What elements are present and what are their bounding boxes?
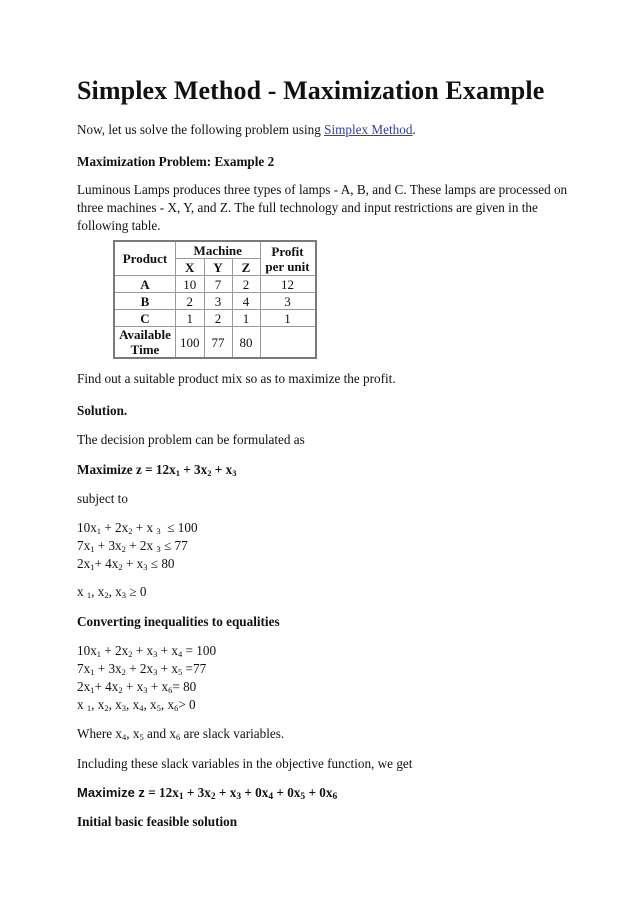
value-cell: 1 (176, 310, 205, 327)
available-label-line-1: Available (119, 327, 171, 342)
profit-cell: 1 (260, 310, 316, 327)
available-x-cell: 100 (176, 327, 205, 359)
constraint-3: $2x_1+ 4x_2 + x_3 \le 80$ (77, 556, 175, 572)
value-cell: 10 (176, 276, 205, 293)
available-z-cell: 80 (232, 327, 260, 359)
equality-2: $7x_1 + 3x_2 + 2x_3 + x_5 =77$ (77, 661, 207, 677)
intro-suffix: . (412, 122, 416, 137)
non-negativity: x $_1$, $x_2$, $x_3 \ge 0$ (77, 584, 147, 600)
value-cell: 3 (204, 293, 232, 310)
table-row (114, 276, 316, 293)
find-out-paragraph: Find out a suitable product mix so as to maximize the profit. (77, 371, 396, 386)
machine-header: Machine (176, 241, 261, 259)
problem-heading: Maximization Problem: Example 2 (77, 154, 275, 169)
profit-cell: 12 (260, 276, 316, 293)
equality-3: $2x_1+ 4x_2 + x_3 + x_6= 80$ (77, 679, 197, 695)
profit-cell: 3 (260, 293, 316, 310)
page-title: Simplex Method - Maximization Example (77, 76, 545, 105)
description-line-3: following table. (77, 218, 161, 233)
converting-heading: Converting inequalities to equalities (77, 614, 280, 629)
value-cell: 2 (176, 293, 205, 310)
machine-x-header: X (176, 259, 205, 276)
equality-1: $10x_1 + 2x_2 + x_3 + x_4 = 100$ (77, 643, 217, 659)
profit-header-line-1: Profit (271, 243, 304, 259)
machine-z-header: Z (232, 259, 260, 276)
solution-heading: Solution. (77, 403, 128, 418)
intro-paragraph (77, 121, 416, 139)
subject-to-label: subject to (77, 491, 128, 506)
including-note: Including these slack variables in the objective function, we get (77, 756, 413, 771)
value-cell: 1 (232, 310, 260, 327)
available-time-label (114, 327, 176, 359)
constraint-2: $7x_1 + 3x_2 + 2x$ $_3$ ≤ 77 (77, 538, 188, 554)
product-cell: C (114, 310, 176, 327)
profit-header (260, 241, 316, 276)
machine-y-header: Y (204, 259, 232, 276)
profit-header-line-2: per unit (265, 258, 310, 274)
value-cell: 2 (232, 276, 260, 293)
constraint-1: $10x_1 + 2x_2 + x$ $_3$ ≤ 100 (77, 520, 198, 536)
augmented-objective: Maximize $z = 12x_1 + 3x_2 + x_3 + 0x_4 + 0x_5 + 0x_6$ (77, 785, 338, 802)
initial-heading: Initial basic feasible solution (77, 814, 238, 829)
table-row (114, 310, 316, 327)
product-cell: B (114, 293, 176, 310)
table-row (114, 293, 316, 310)
objective-function: Maximize $z = 12x_1 + 3x_2 + x_3$ (77, 462, 237, 478)
product-header: Product (114, 241, 176, 276)
all-nonneg: x $_1$, $x_2$, $x_3$, $x_4$, $x_5$, $x_6> 0$ (77, 697, 196, 713)
table-row (114, 327, 316, 359)
formulated-paragraph: The decision problem can be formulated as (77, 432, 305, 447)
simplex-method-link[interactable]: Simplex Method (324, 122, 413, 137)
available-label-line-2: Time (130, 342, 160, 357)
value-cell: 7 (204, 276, 232, 293)
description-line-2: three machines - X, Y, and Z. The full technology and input restrictions are given in the (77, 200, 538, 215)
intro-text: Now, let us solve the following problem using (77, 122, 325, 137)
empty-cell (260, 327, 316, 359)
value-cell: 2 (204, 310, 232, 327)
value-cell: 4 (232, 293, 260, 310)
product-cell: A (114, 276, 176, 293)
slack-note: Where $x_4$, $x_5$ and $x_6$ are slack variables. (77, 726, 285, 742)
available-y-cell: 77 (204, 327, 232, 359)
technology-table (113, 240, 317, 359)
description-line-1: Luminous Lamps produces three types of lamps - A, B, and C. These lamps are processed on (77, 182, 568, 197)
